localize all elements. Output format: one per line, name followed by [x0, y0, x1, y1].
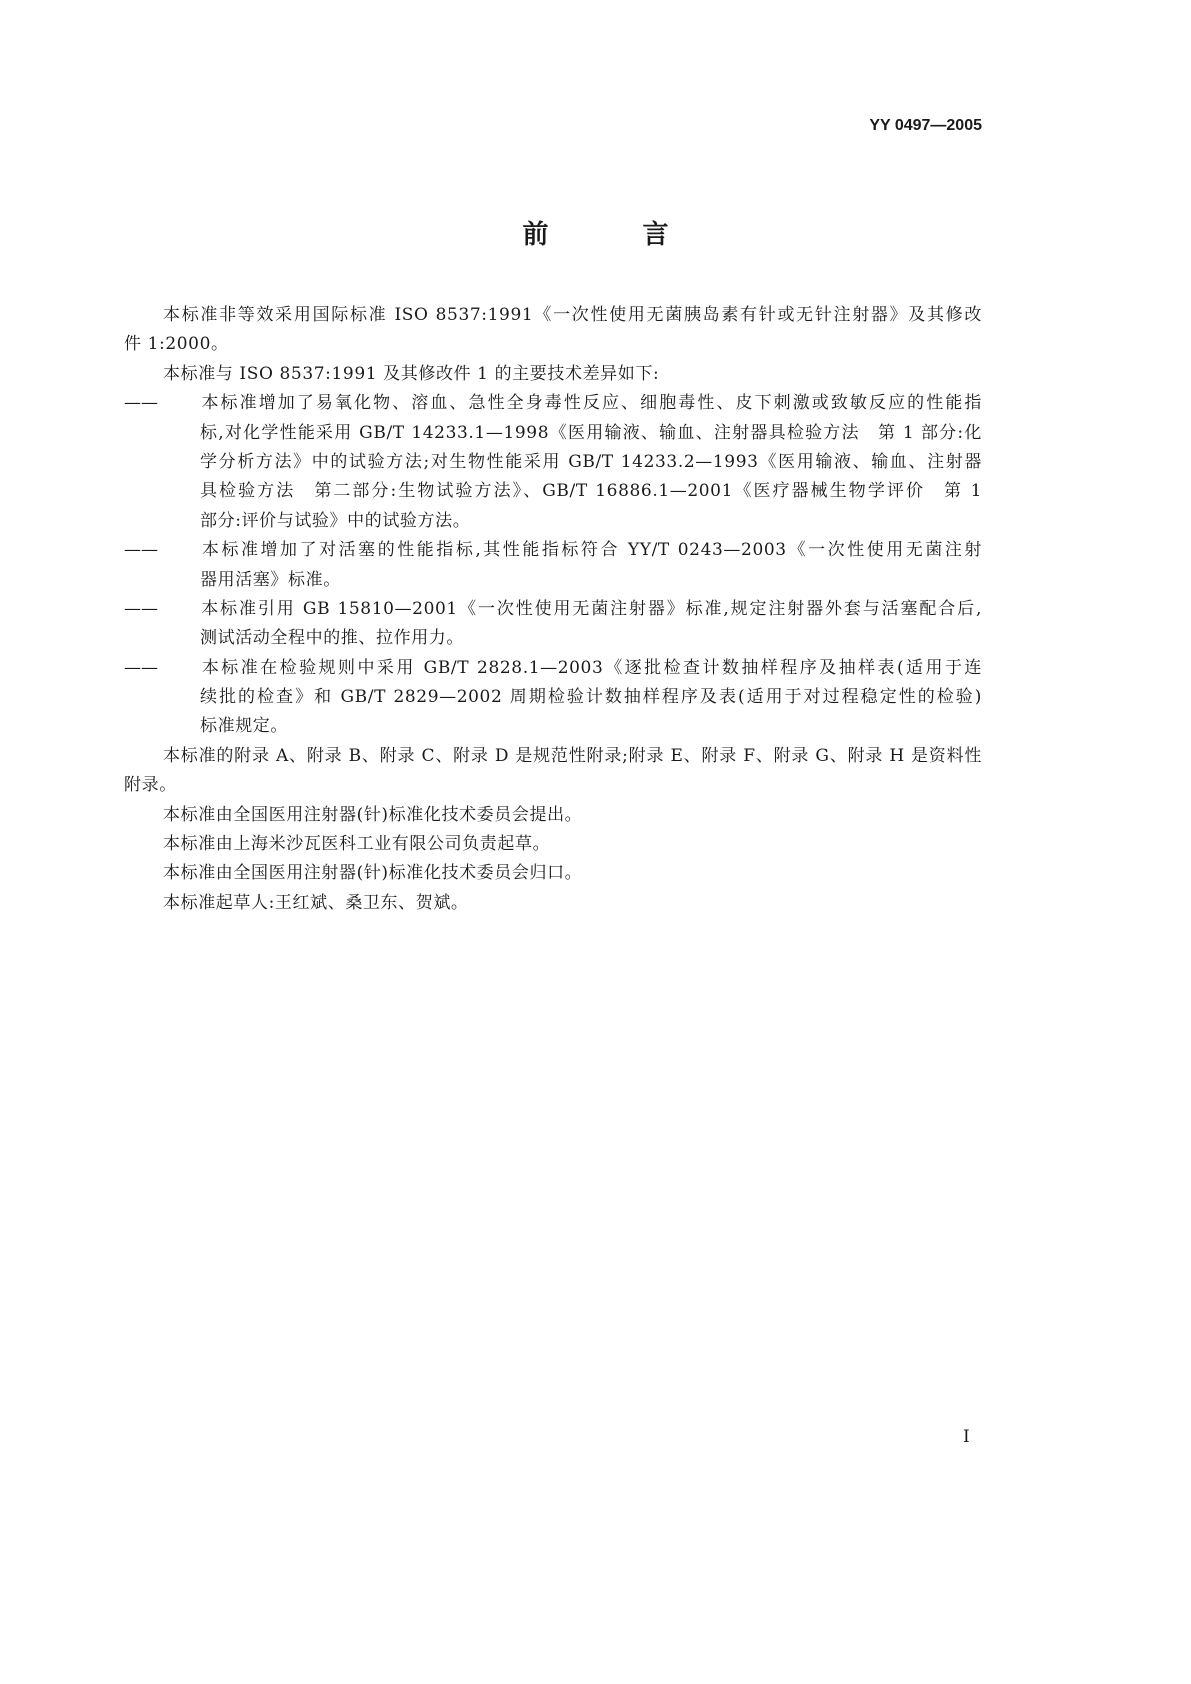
line-text: 本标准由上海米沙瓦医科工业有限公司负责起草。: [163, 834, 551, 855]
text-line: [124, 301, 982, 330]
text-line: [124, 742, 982, 771]
text-line: [124, 360, 982, 389]
line-text: 本标准引用 GB 15810—2001《一次性使用无菌注射器》标准,规定注射器外套与活塞配合后,: [200, 598, 982, 619]
line-text: 本标准非等效采用国际标准 ISO 8537:1991《一次性使用无菌胰岛素有针或无针注射器》及其修改: [163, 305, 982, 325]
line-text: 本标准的附录 A、附录 B、附录 C、附录 D 是规范性附录;附录 E、附录 F、附录 G、附录 H 是资料性: [163, 745, 982, 766]
text-line: [124, 624, 982, 653]
paragraph: [124, 889, 982, 918]
dash-marker: ——: [124, 598, 158, 619]
text-line: [124, 536, 982, 565]
dash-marker: ——: [124, 540, 158, 561]
line-text: 标,对化学性能采用 GB/T 14233.1—1998《医用输液、输血、注射器具检验方法 第 1 部分:化: [200, 422, 982, 443]
line-text: 器用活塞》标准。: [200, 569, 341, 590]
paragraph: [124, 859, 982, 888]
dash-list-item: [124, 595, 982, 654]
text-line: [124, 507, 982, 536]
text-line: [124, 889, 982, 918]
line-text: 本标准在检验规则中采用 GB/T 2828.1—2003《逐批检查计数抽样程序及抽样表(适用于连: [200, 657, 982, 678]
line-text: 附录。: [124, 775, 177, 796]
text-line: [124, 683, 982, 712]
text-line: [124, 330, 982, 359]
text-line: [124, 389, 982, 418]
text-line: [124, 859, 982, 888]
text-line: [124, 477, 982, 506]
dash-marker: ——: [124, 657, 158, 678]
text-line: [124, 595, 982, 624]
line-text: 件 1:2000。: [124, 334, 229, 355]
dash-list-item: [124, 389, 982, 536]
text-line: [124, 830, 982, 859]
line-text: 标准规定。: [200, 716, 288, 737]
standard-code-header: YY 0497—2005: [869, 117, 982, 134]
line-text: 测试活动全程中的推、拉作用力。: [200, 628, 464, 649]
line-text: 本标准由全国医用注射器(针)标准化技术委员会归口。: [163, 863, 583, 884]
page-number: I: [963, 1427, 970, 1447]
line-text: 部分:评价与试验》中的试验方法。: [200, 510, 471, 531]
text-line: [124, 771, 982, 800]
text-line: [124, 566, 982, 595]
foreword-body: [124, 301, 982, 918]
line-text: 本标准与 ISO 8537:1991 及其修改件 1 的主要技术差异如下:: [163, 363, 660, 384]
line-text: 具检验方法 第二部分:生物试验方法》、GB/T 16886.1—2001《医疗器械生物学评价 第 1: [200, 481, 982, 502]
paragraph: [124, 801, 982, 830]
paragraph: [124, 742, 982, 801]
line-text: 本标准增加了易氧化物、溶血、急性全身毒性反应、细胞毒性、皮下刺激或致敏反应的性能指: [200, 393, 982, 414]
dash-list-item: [124, 536, 982, 595]
text-line: [124, 448, 982, 477]
dash-marker: ——: [124, 393, 158, 414]
page-title: 前 言: [522, 220, 703, 250]
line-text: 本标准增加了对活塞的性能指标,其性能指标符合 YY/T 0243—2003《一次性使用无菌注射: [200, 540, 982, 561]
paragraph: [124, 830, 982, 859]
line-text: 本标准起草人:王红斌、桑卫东、贺斌。: [163, 892, 469, 913]
line-text: 本标准由全国医用注射器(针)标准化技术委员会提出。: [163, 804, 583, 825]
text-line: [124, 712, 982, 741]
line-text: 学分析方法》中的试验方法;对生物性能采用 GB/T 14233.2—1993《医用输液、输血、注射器: [200, 451, 982, 472]
dash-list-item: [124, 654, 982, 742]
text-line: [124, 654, 982, 683]
text-line: [124, 801, 982, 830]
paragraph: [124, 360, 982, 389]
paragraph: [124, 301, 982, 360]
line-text: 续批的检查》和 GB/T 2829—2002 周期检验计数抽样程序及表(适用于对过程稳定性的检验): [200, 687, 982, 708]
text-line: [124, 419, 982, 448]
